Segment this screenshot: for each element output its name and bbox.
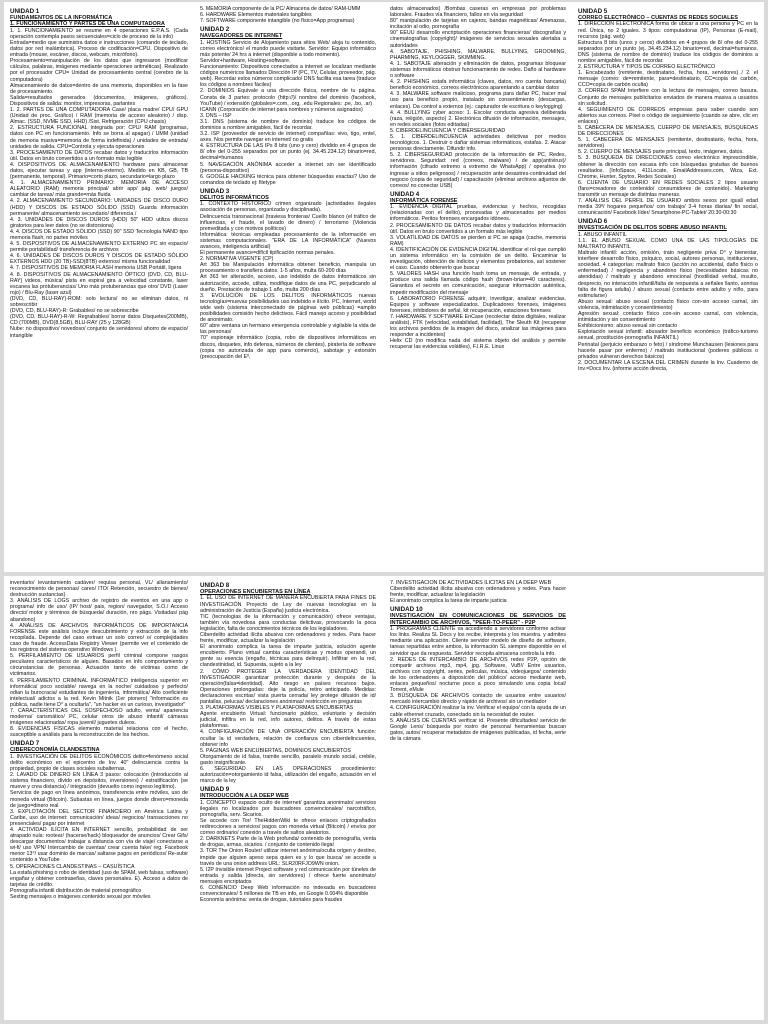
paragraph: 4. 7. DISPOSITIVOS DE MEMORIA FLASH memoria USB Portátil, ligera: [10, 265, 182, 272]
paragraph: 3. VOLATILIDAD DE DATOS se pierden si PC se apaga (cache, memoria RAM): [390, 234, 566, 247]
paragraph: 4. 3. UNIDADES DE DISCOS DUROS (HDD) 50" HDD utiliza discos giratorios para leer datos (no se distorsiona): [10, 216, 188, 229]
paragraph: Servidor+hardware, Hosting+software.: [200, 57, 291, 64]
section-title: INVESTIGACIÓN DE DELITOS SOBRE ABUSO INFANTIL: [578, 225, 727, 232]
paragraph: (DVD, CD, BLU-RAY)-ROM: solo lectura/ no se eliminan datos, ni sobrescribir: [10, 295, 188, 309]
paragraph: Perinatal (perjuicio embarazo o feto) / síndrome Munchausen (lesiones para hacerle pasar por enfermo) / maltrato institucional (poderes públicos o privados vulneran derechos básicos): [578, 341, 758, 360]
paragraph: 1. PROGRAMAS CLIENTE va accediendo a servidores conforme activar los links. Realiza SL Docs y los recibe, interpreta y los muestra. y admites mediante una aplicación. Cliente servidor modelo de diseño de software, tareas repartidas entre ambos, la información SL siempre disponible en el servidor que da respuesta. Servidor recopila almacena controla la info.: [390, 626, 566, 657]
paragraph: Ciberdelito actividad ilícita abusiva con ordenadores y redes. Para hacer frente, modificar, actualizar la legislación: [390, 586, 566, 599]
paragraph: Informática: técnicas empleadas procesamiento de la información en sistemas computacionales. "ERA DE LA INFORMÁTICA" (Nuevos avances, inteligencia artificial): [200, 231, 376, 250]
paragraph: Art 363 ter alteración, acceso, uso indebido de datos informáticos sin autorización, accede, utiliza, modifique datos de una PC, perjudicando al dueño. Prestación de trabajo 1 año, multa 200 días: [200, 274, 376, 293]
paragraph: Procesamiento=manipulación de los datos que ingresaron (modificar cálculos, palabras, imágenes mediante operaciones aritméticas). Realizado por el procesador CPU= Unidad de procesamiento central (cerebro de la computadora): [10, 58, 188, 83]
paragraph: 4. 4. BULLYING cyber acoso: 1. Escolar conducta agresiva deliberada (raza, religión, aspecto) 2. Electrónica difusión de información, mensajes, en redes sociales (fotos editadas): [390, 109, 566, 128]
paragraph: La estafa phishing o robo de identidad (uso de SPAM, web falsas, software) engañar y obtener contraseñas, claves personales. E). Acceso a datos de tarjetas de crédito.: [10, 869, 188, 888]
paragraph: Agresión sexual: contacto físico con-sin acceso carnal, con violencia, intimidación y sin consentimiento: [578, 311, 758, 324]
paragraph: Entrada=medio que suministra datos e instrucciones (comando de teclado, datos por red inalámbrica). Proceso de codificación=CPU. Dispositivo de entrada (mouse, escáner, discos, webcam, micrófono).: [10, 40, 188, 59]
section-title: INTRODUCCIÓN A LA DEEP WEB: [200, 793, 289, 800]
paragraph: Delincuencia transnacional (traviesa fronteras/ Cuello blanco (el tráfico de influencias, el fraude, el lavado de dinero) / terrorismo (Violencia premeditada y con motivos políticos): [200, 213, 376, 232]
paragraph: 4. ANÁLISIS DE ARCHIVOS INFORMÁTICOS DE IMPORTANCIA FORENSE este análisis incluye descubrimiento y extracción de la info recopilada. Depende del caso extraer un solo correo/ o/ complejidades caso de fraude. AccessData Registry Viewer (permite ver el contenido de los registros del sistema operativo Windows ).: [10, 622, 188, 654]
paragraph: 70" espionaje informático (copia, robo de dispositivos informáticos en discos, disquetes, info defensa, números de clientes), piratería de software (copia no autorizada de app para comercio), sabotaje y extorsión (preocupación del Eº,: [200, 335, 376, 360]
paragraph: 6. SEGURIDAD EN LAS OPERACIONES procedimiento: autorización=otorgamiento id falsa, utilización del engaño, actuación en el marco de la ley: [200, 766, 376, 785]
paragraph: 3. TOR The Onion Router/ utilizar internet anónima/oculta origen y destino, impide que alguien apeso sepa quien es y lo que busca/ se accede a través de una onion address URL: SLR20RFJO9WN onion.: [200, 848, 376, 867]
unit-heading: UNIDAD 9: [200, 786, 230, 794]
paragraph: 2. DOCUMENTAR LA ESCENA DEL CRIMEN durante la Inv. Cuaderno de Inv.=Docs Inv. (informe acción directa,: [578, 359, 758, 372]
paragraph: 1. 2. PARTES DE UNA COMPUTADORA Case/ placa madre/ CPU/ GPU (Unidad de proc. Gráfico) / RAM (memoria de acceso aleatorio) / disp. Almac. (SSD, NVME SSD, HHD) /Sist. Refrigeración (CPU chasis): [10, 107, 188, 126]
paragraph: Agente encubierto Virtual: funcionario público, voluntario y decisión judicial, infiltra en la red, info autores, delitos. A través de estas plataformas.: [200, 711, 376, 730]
paragraph: 2. DOMINIOS Equivale a una dirección física, nombre de tu página. Consta de 3 partes: protocolo (http://)/ nombre del dominio (facebook, YouTube) / extensión (globales=.com, .org, .edu Regionales: .pe, .bo, .ar): [200, 88, 376, 107]
paragraph: 3. PROCESAMIENTO DE DATOS recabar datos y traducirlos información útil. Datos en bruto convertidos a un formato más legible: [10, 149, 188, 162]
paragraph: 1. Encabezado (remitente, destinatario, fecha, hora, servidores) / 2. el mensaje (correo: de=remitente, para=destinatario, CC=copia de carbón, CCO=copia de carbón oculta): [578, 70, 758, 89]
paragraph: Art 363 bis Manipulación informática obtener beneficio, manipula un procesamiento o transfiera datos. 1-5 años, multa 60-200 días: [200, 262, 376, 275]
paragraph: 5. VALORES HASH una función hash toma un mensaje, de entrada, y produce una salida llamada código hash (brown-brian=40 caracteres). Garantiza el secreto en comunicación, asegurar información auténtica, impedir modificación del mensaje: [390, 271, 566, 296]
paragraph: 4. 6. UNIDADES DE DISCOS DUROS Y DISCOS DE ESTADO SÓLIDO EXTERNOS HDD (20 TB)-SSD(8TB) externos/ misma funcionalidad: [10, 253, 188, 266]
section-title: NAVEGADORES DE INTERNET: [200, 33, 283, 40]
paragraph: 5. MEMORIA componente de la PC/ Almacena de datos/ RAM-UMM: [200, 6, 361, 12]
paragraph: 3. PLATAFORMAS VISIBLES Y PLATAFORMAS ENCUBIERTAS: [200, 705, 354, 712]
paragraph: Almacenamiento de datos=dentro de una memoria, disponibles en la fase de procesamiento.: [10, 82, 188, 95]
unit-heading: UNIDAD 4: [390, 190, 420, 198]
paragraph: 3. BÚSQUEDA DE ARCHIVOS contacto de usuarios entre usuarios/ mercado intercambio directo y rápido de archivos/ sin un mediador: [390, 693, 566, 706]
paragraph: 6. HARDWARE Elementos materiales tangibles: [200, 12, 312, 19]
unit-heading: UNIDAD 8: [200, 582, 230, 589]
paragraph: Abuso sexual: abuso sexual (contacto físico con-sin acceso carnal, sin violencia, intimidación y consentimiento): [578, 298, 758, 311]
paragraph: Explotación sexual infantil: abusador beneficio económico (tráfico-turismo sexual, prostitución-pornografía INFANTIL): [578, 329, 758, 342]
paragraph: El anonimato complica la tarea de imparte justicia, solución agente encubierto. Plano virtual cambia características y modus operandi, un gente su esencia (engaño, técnicas para delinquir). Infiltrar en la red, clandestinidad, id. Supuesta, sujeto a la ley: [200, 644, 376, 669]
paragraph: 5. 1. CABECERA DE MENSAJES (remitente, destinatario, fecha, hora, servidores): [578, 137, 758, 150]
section-title: FUNDAMENTOS DE LA INFORMÁTICA: [10, 15, 113, 21]
paragraph: 4. 1. SABOTAJE alteración y eliminación de datos, programas bloquear sistemas informáticos obstruir funcionamiento de redes. Daño al hardware o software: [390, 60, 566, 80]
column-3: [390, 6, 566, 570]
paragraph: 1. CONTEXTO HISTÓRICO crimen organizado (actividades ilegales asociación de personas, organizada y disciplinada).: [200, 201, 376, 214]
paragraph: Servicios de pago en línea anónimos, transferencia entre móviles, uso de moneda virtual (Bitcoin). Subastas en línea, juegos donde dinero=moneda de juego=dinero real: [10, 790, 188, 809]
paragraph: 1. EL USO DE INTERNET DE MANERA ENCUBIERTA PARA FINES DE INVESTIGACIÓN Proyecto de Ley de nuevas tecnologías en la administración de Justicia (España) justicia electrónica.: [200, 595, 376, 614]
paragraph: 4. 3. MALWARE software malicioso, programa para dañar PC, hacer mal uso para beneficio propio, instalado sin consentimiento (descargas, enlaces). Da control a externos (ej.: capturador de escritura o keylogging): [390, 91, 566, 110]
paragraph: TIC (tecnologías de la información y comunicación) ofrece ventajas, también vía novedosa para conductas delictivas, provocando la poca legislación, falta de conocimientos técnicos de los legisladores.: [200, 613, 376, 632]
paragraph: Maltrato infantil: acción, omisión, trato negligente priva D° y bienestar, interfiere desarrollo físico, psíquico, social, autores personas, instituciones, sociedad. 4 categorías: maltrato físico (acción no accidental, daño físico o enfermedad) / negligencia y abandono físico (necesidades básicas no atendidas) / maltrato y abandono emocional (hostilidad verbal, insulto, desprecio, no interacción infantil/falta de respuesta a señales llanto, sonrisa falta de figura adulta) / abuso sexual (contacto entre adulto y niño, para estimularse): [578, 250, 758, 299]
paragraph: 90" EEUU desarrollo encriptación operaciones financieras/ discografías y cinematografías (copyright)/ imágenes de servicios sexuales alertaba a autoridades: [390, 30, 566, 49]
paragraph: 3.1. DNS (sistema de nombre de dominio) traduce los códigos de dominios a nombre amigables, fácil de recordar.: [200, 118, 376, 131]
paragraph: Ciberdelito actividad ilícita abusiva con ordenadores y redes. Para hacer frente, modificar, actualizar la legislación: [200, 631, 376, 645]
paragraph: 8. EVIDENCIAS FÍSICAS elemento material relaciona con el hecho, susceptible a análisis para la reconstrucción de los hechos.: [10, 726, 188, 739]
paragraph: 4. CONFIGURACIÓN DE UNA OPERACIÓN ENCUBIERTA función: ocultar la id verdadera, relación de confianza con ciberdelincuentes, obtener info: [200, 729, 376, 748]
section-title: 1. FUNCIONAMIENTO Y PARTES DE UNA COMPUTADORA: [10, 21, 165, 28]
paragraph: 6. CONENCIO Deep Web información no indexada en buscadores convencionales/ 5 millones de TB en info, en Google 0.004% disponible: [200, 885, 376, 898]
paragraph: El anonimato complica la tarea de imparte justicia: [390, 598, 507, 605]
paragraph: Helix CD (no modifica nada del sistema objeto del análisis y permite recuperar las evidencias volátiles), F.I.R.E. Linux: [390, 338, 566, 351]
section-title: INVESTIGACIÓN EN COMUNICACIONES DE SERVICIOS DE INTERCAMBIO DE ARCHIVOS, "PEER-TO-PEER" - P2P: [390, 613, 566, 626]
column-2: [200, 580, 376, 1018]
paragraph: 80" manipulación de tarjetas en cajeros, bandas magnéticas/ Amenazas, incitación al odio, pornografía: [390, 18, 566, 31]
paragraph: 2. ESTRUCTURA FUNCIONAL integrada por: CPU/ RAM (programas, datos con PC en funcionamiento. Info se borra al apagar) / UMM (unidad de memoria masiva=memoria de forma indefinida) / unidades de entrada/ unidades de salida. CPU=Controla y ejecuta operaciones: [10, 125, 188, 150]
paragraph: 3. ANÁLISIS DE LOGS archivo de registro de eventos en una app o programa/ info de uso/ (IP/ host/ pais, region/ navegador, S.O./ Acceso directo/ motor y términos de búsqueda/ duración, nro págs. Visitadas/ pág abandono): [10, 598, 188, 623]
paragraph: (DVD, CD, BLU-RAY)-R-W: Regrabables/ borrar datos Disquetes(200MB), CD (700MB), DVD(8,5GB), BLU-RAY (25 y 128GB): [10, 314, 188, 327]
paragraph: 6. CUENTA DE USUARIO EN REDES SOCIALES 2 tipos usuario (fans=creadores de contenido/ consumidores de contenido). Marketing transmitir un mensaje de distintas maneras.: [578, 179, 758, 199]
paragraph: 4. 5. DISPOSITIVOS DE ALMACENAMIENTO EXTERNO PC sin espacio/ permite portabilidad/ transferencia de archivos: [10, 241, 188, 254]
paragraph: 3. EXPLOTACIÓN DEL SECTOR FINANCIERO en América Latina y Caribe, uso de internet: comunicación/ ideas/ negocios/ transacciones no presenciales/ pagar por internet: [10, 808, 188, 827]
paragraph: 1. EVIDENCIA DIGITAL pruebas, evidencias y hechos, recogidas (relacionadas con el delito), procesadas y almacenados por medios informáticos. Peritos forenses encargados idóneos.: [390, 204, 566, 223]
section-title: OPERACIONES ENCUBIERTAS EN LÍNEA: [200, 589, 311, 595]
section-title: INFORMÁTICA FORENSE: [390, 197, 458, 204]
section-title: DELITOS INFORMÁTICOS: [200, 194, 269, 201]
paragraph: 2. NORMATIVA VIGENTE (CP): [200, 256, 274, 263]
paragraph: El permanente avance=difícil tipificación normas penales.: [200, 250, 335, 257]
unit-heading: UNIDAD 5: [578, 8, 608, 15]
paragraph: 2. PROCESAMIENTO DE DATOS recabar datos y traducirlos información útil. Datos en bruto convertidos a un formato más legible: [390, 222, 566, 235]
paragraph: 5. I2P Invisible internet Project software y red comunicación por túneles de entrada y salida (directa, sin servidores) / ofrece fuerte anonimato/ mensajes encriptados: [200, 866, 376, 885]
paragraph: inventario/ levantamiento cadáver/ requisa personal, VL/ allanamiento/ reconocimiento de personas/ careo/ ITO/ Retención, secuestro de bienes/ destrucción sustancias): [10, 580, 188, 599]
paragraph: 5. PERFILAMIENTO DE USUARIOS perfil criminal compone rasgos peculiares característicos de alguien. Basados en info comportamiento y circunstancias de personas. Actuación tanto de víctimas como de victimarios.: [10, 653, 188, 678]
paragraph: 4. ESTRUCTURA DE LAS IPs 8 bits (uno y cero) dividido en 4 grupos de 8/ ofre del 0-255 separados por un punto (ej. 34.45.234.12) binario=red, decimal=humanos: [200, 143, 376, 162]
unit-heading: UNIDAD 7: [10, 740, 40, 748]
section-title: CORREO ELECTRÓNICO – CUENTAS DE REDES SOCIALES: [578, 15, 738, 21]
paragraph: Funcionamiento: Dispositivos conectados a internet se localizan mediante códigos numéricos llamados Dirección IP (PC, TV, Celular, proveedor, pág. web). Recordar estos números complicado/ DNS facilita esa tarea (traduce los códigos a nombres fáciles): [200, 64, 376, 89]
paragraph: 3. EVOLUCIÓN DE LOS DELITOS INFORMÁTICOS nuevas tecnologías=nuevas posibilidades uso indebido e ilícito. PC, Internet, world wide web (sistema interconectado de páginas web públicas) =amplio posibilidades comisión hecho delictivos. Fácil manejo acceso y posibilidad de anonimato.: [200, 292, 376, 324]
paragraph: 4. 1. ALMACENAMIENTO PRIMARIO: MEMORIA DE ACCESO ALEATORIO (RAM) memoria principal/ abrir app/ pág. web/ juegos/ cambiar de tareas/ más grande=más fluida: [10, 180, 188, 199]
paragraph: 6. LABORATORIO FORENSE adquirir, investigar, analizar evidencias. Equipos y software especializados. Duplicadores forenses, imágenes forenses, inhibidores de señal, kit recuperación, estaciones forenses: [390, 295, 566, 314]
column-2: [200, 6, 376, 570]
paragraph: 7. ANÁLISIS DEL PERFIL DE USUARIO ambos sexos por igual/ edad media 39º/ hogares pequeños/ con trabajo/ 3-4 horas diarias/ fin social, comunicación/ Facebook líder/ Smartphone-PC-Tablet/ 20:30-00:30: [578, 198, 758, 217]
paragraph: 3.2. ISP (proveedor de servicio de internet) compañías: vivo, tigo, entel, axes. Nos permite navegar en internet/ no gratis: [200, 131, 376, 144]
unit-heading: UNIDAD 2: [200, 26, 230, 34]
paragraph: 7. SOFTWARE componente intangible (no físico=App programas): [200, 18, 355, 25]
paragraph: 7. HARDWARE Y SOFTWARE EnCase (recolectar datos digitales, realizar análisis), FTK (velocidad, estabilidad, facilidad), The Sleuth Kit (recuperar los archivos perdidos de la imagen del disco, analizar las imágenes para responder a incidentes): [390, 313, 566, 339]
paragraph: Sexting mensajes o imágenes contenido sexual por móviles: [10, 894, 151, 900]
paragraph: 5. CABECERA DE MENSAJES, CUERPO DE MENSAJES, BÚSQUEDAS DE DIRECCIONES: [578, 125, 758, 138]
notes-sheet-bottom: [4, 576, 764, 1020]
paragraph: Nube: no dispositivo/ novedoso/ conjunto de servidores/ ahorro de espacio/ intangible: [10, 326, 188, 339]
paragraph: 1. CONCEPTO espacio oculto de internet/ garantiza anonimato/ servicios ilegales no localizados por buscadores convencionales/ narcotráfico, pornografía, serv. Sicarios.: [200, 799, 376, 818]
paragraph: (DVD, CD, BLU-RAY)-R: Grabables/ no se sobrescribe: [10, 308, 139, 315]
paragraph: 4. ACTIVIDAD ILÍCITA EN INTERNET sencillo, probabilidad de ser atrapado nula: rootear/ (hacerse/hack) bloqueador de anuncios/ Crear Gifs/ descargar documentos/ trabajar a distancia con vía de viaje/ conectarse a wi-fi/ uso VPN/ Intercambio de cuentas/ crear cuenta fake/ reg. Facebook menor 13°/ usar dominio de marcas/ saltarse pagos en periódicos/ Re-subir contenido a YouTube: [10, 826, 188, 864]
column-1: [10, 580, 188, 1018]
paragraph: 4. 8. DISPOSITIVOS DE ALMACENAMIENTO ÓPTICO (DVD, CD, BLU-RAY) videos, música/ pista en espiral gira a velocidad constante, laser escanea las protuberancias/ Uno más protuberancias que otro/ DVD (Laser rojo) / Blu-Ray (laser azul): [10, 271, 188, 296]
paragraph: 4. DISPOSITIVOS DE ALMACENAMIENTO hardware para almacenar datos, ejecutar tareas y app (interna-externo). Medido en KB, GB, TB (permanente, temporal). Primario=corto plazo, secundario=largo plazo: [10, 161, 188, 181]
column-4: [578, 6, 758, 570]
paragraph: 5. NAVEGACIÓN ANÓNIMA acceder a internet sin ser identificado (persona-dispositivo): [200, 161, 376, 174]
paragraph: 7. CARACTERÍSTICAS DEL SOSPECHOSO adulto, venta/ apariencia moderna/ carismático/ PC, celular otros de abuso infantil/ cámaras imágenes relacionadas/ ropa juvenil/ juguetes duleos.: [10, 707, 188, 727]
paragraph: Otorgamiento de id falsa, tramite sencillo, paralelo mundo social, crebile, gasto insignificante.: [200, 753, 376, 766]
paragraph: 5. OPERACIONES CLANDESTINAS – CASUÍSTICA: [10, 863, 135, 870]
paragraph: 1. 1. FUNCIONAMIENTO se resume en 4 operaciones E.P.A.S. (Cada operación contempla pasos secuenciales=ciclo de proceso de la info): [10, 27, 188, 40]
paragraph: datos almacenados) /Bombas caseras en empresas por problemas laborales. Fraudes vía financiero, fallos en vía seguridad: [390, 6, 566, 19]
paragraph: 1. INVESTIGACIÓN DE DELITOS ECONÓMICOS delito=fenómeno social delito económico en el epicentro de Inv. 40" delincuencia contra la propiedad, propio de clases sociales subalternas.: [10, 753, 188, 773]
paragraph: 4. 2. PHISHING estafa informática (claves, datos, nro cuenta bancaria) beneficio económico, correos electrónicos aparentando a cambiar datos: [390, 79, 566, 92]
paragraph: 2. DARKNETS Parte de la Web profunda/ contenido de pornografía, venta de drogas, armas, sicarios. / conjunto de contenido ilegal: [200, 836, 376, 849]
paragraph: 2. LAVADO DE DINERO EN LÍNEA 3 pasos: colocación (introducción al sistema financiero, divido en depósitos, inversiones) / estratificación (se mueve y crea distancia) / integración (devuelto como ingreso legítimo).: [10, 772, 188, 791]
paragraph: Exhibicionismo: abuso sexual sin contacto: [578, 323, 678, 330]
paragraph: 1. DIRECCIÓN ELECTRÓNICA forma de ubicar a una persona y PC en la red. Única, no 2 iguales. 3 tipos: computadoras (IP), Personas (E-mail), recursos (pág. web): [578, 21, 758, 40]
unit-heading: UNIDAD 6: [578, 218, 608, 226]
paragraph: 4. 2. ALMACENAMIENTO SECUNDARIO: UNIDADES DE DISCO DURO (HDD) Y DISCOS DE ESTADO SÓLIDO (SSD) Guarda información permanente/ almacenamiento secundario/ diferencia /: [10, 198, 188, 217]
paragraph: 5. 2. CUERPO DE MENSAJES parte principal, texto, imágenes, datos.: [578, 149, 744, 156]
paragraph: 6. GOOGLE HACKING técnica para obtener búsquedas exactas? Uso de comandos de teclado ej: filetype: [200, 173, 376, 186]
paragraph: 5. CIBERDELINCUENCIA Y CIBERSEGURIDAD: [390, 127, 506, 134]
section-title: CIBERECONOMÍA CLANDESTINA: [10, 747, 100, 754]
paragraph: 2. REDES DE INTERCAMBIO DE ARCHIVOS redes P2P, opción de compartir archivos mp3, mp4, jpg. Software, VuB!/ Entre usuarios, archivos con copyright, series, películas, música, videojuegos/ contenido de los ordenadores a disposición del público/ acceso mediante web, enlaces pequeños/ nocturne poco a poco simulando una copia local/ Torrent, eMule: [390, 656, 566, 694]
paragraph: Se accede con Tor/ TheHiddenWiki te ofrece enlaces criptografiados redirecciones a servicios/ pagos con moneda virtual (Bitcoin) / envíos por correo ordinario/ conexión a través de saltos aleatorios.: [200, 818, 376, 837]
column-3: [390, 580, 566, 1018]
paragraph: 7. INVESTIGACIÓN DE ACTIVIDADES ILÍCITAS EN LA DEEP WEB: [390, 580, 552, 586]
paragraph: 4. SABOTAJE, PHISHING, MALWARE, BULLYING, GROOMING, PHARMING, KEYLOGGER, SKIMMING.: [390, 48, 566, 61]
paragraph: 5. 3. BÚSQUEDA DE DIRECCIONES correo electrónico imprescindible, obtener la dirección con escasa info con búsquedas gratuitas de buenos resultados. (InfoSpace, 411Locate, EmailAddresses.com, Wiza, Ext. Chrome, Hunter, Spytox, Redes Sociales): [578, 155, 758, 180]
paragraph: 4. SEGUIMIENTO DE CORREOS empresas para saber cuando son abiertos sus correos. Pixel o código de seguimiento (cuando se abre, clic en enlaces): [578, 106, 758, 125]
paragraph: 4. CONFIGURACIÓN realizar la inv. Verificar el equipo/ con la ayuda de un cable ethernet cruzado, conectado sin la necesidad de router.: [390, 705, 566, 718]
column-1: [10, 6, 188, 570]
paragraph: 5. 1. CIBERDELINCUENCIA actividades delictivas por medios tecnológicos. 1. Destruir o dañar sistemas informáticos, estafas. 2. Atacar personas directamente. Difundir info.: [390, 133, 566, 153]
paragraph: Estructura 8 bits (unos y ceros) divididos en 4 grupos de 8/ ofre del 0-255 separados por un punto (ej. 34.45.234.12) binario=red, decimal=humanos. DNS (sistema de nombre de dominio) traduce los códigos de dominios a nombre amigables, fácil de recordar.: [578, 39, 758, 64]
unit-heading: UNIDAD 10: [390, 606, 423, 614]
paragraph: 3. CORREO SPAM Interfiere con la lectura de mensajes, correo basura. Conjunto de mensajes publicitarios enviados de manera masiva a usuarios sin solicitud.: [578, 88, 758, 107]
paragraph: 1. HOSTING Servicio de Alojamiento para sitios Web/ aloja tu contenido, correo electrónico/ el mundo puede visitarte. Servidor: Equipo informático más potente/ 24 hrs a internet (disponible a todo momento).: [200, 39, 376, 58]
paragraph: 1.1. EL ABUSO SEXUAL COMO UNA DE LAS TIPOLOGÍAS DE MALTRATO INFANTIL: [578, 237, 758, 250]
paragraph: 2. ESTRUCTURA Y TIPOS DE CORREO ELECTRÓNICO: [578, 64, 716, 71]
paragraph: 5. ANÁLISIS DE CUENTAS verificar id. Presente dificultades/ servicio de Google Lens/ búsqueda por rostro de persona/ herramientas buscan gatos, autos/ recuperar metadatos de imágenes publicadas, id fecha, serie de la cámara: [390, 717, 566, 742]
paragraph: Pornografía infantil distribución de material pornográfico: [10, 887, 142, 894]
paragraph: ICANN (Corporación de internet para nombres y números asignados): [200, 106, 363, 113]
paragraph: 1. ABUSO INFANTIL: [578, 231, 627, 238]
unit-heading: UNIDAD 1: [10, 8, 40, 15]
paragraph: 3. DNS – ISP: [200, 112, 232, 119]
paragraph: 5. PÁGINAS WEB ENCUBIERTAS, DOMINIOS ENCUBIERTOS: [200, 747, 351, 754]
paragraph: 4. IDENTIFICACIÓN DE EVIDENCIA DIGITAL identificar el rol que cumplió un sistema informático en la comisión de un delito. Encaminar la investigación, obtención de indicios y elementos probatorios, así sostener el caso. Cuando obtenerlo que buscar: [390, 246, 566, 272]
notes-sheet-top: [4, 2, 764, 572]
paragraph: 2. CÓMO PROTEGER LA VERDADERA IDENTIDAD DEL INVESTIGADOR garantizar protección durante y después de la operación(falsa=identidad). Alto riesgo en países recursos bajos. Operaciones prolongadas: deje la policía, retiro anticipado. Medidas: declaraciones escritas/ vista puerta cerrada/ ley protege difusión de id/ pantallas, pelucas/ declaraciones anónimas/ restricción en preguntas: [200, 668, 376, 705]
paragraph: 4. 4. DISCOS DE ESTADO SÓLIDO (SSD) 90" SSD Tecnología NAND tipo memoria flash, no partes móviles: [10, 228, 188, 241]
paragraph: 60" abre ventana un hermano emergencia controlable y vigilable la vida de las personas/: [200, 323, 376, 336]
paragraph: Economía anónima: venta de drogas, tutoriales para fraudes: [200, 897, 343, 904]
unit-heading: UNIDAD 3: [200, 187, 230, 195]
paragraph: Salida=resultados generados (documentos, imágenes, gráficos). Dispositivos de salida: monitor, impresoras, parlantes: [10, 94, 188, 107]
paragraph: 5. 2. CIBERSEGURIDAD protección de la información de PC, Redes, servidores. Seguridad: red (correos, malware) / de app(antivirus)/ información (cifrado extremo a extremo de WhatsApp) / operativa (no ingresar a sitios peligrosos) / recuperación ante desastres-continuidad del negocio (copia de seguridad) / capacitación (eliminar archivos adjuntos de correos/ no conectar USB): [390, 152, 566, 189]
paragraph: 6. PERFILAMIENTO CRIMINAL INFORMÁTICO inteligencia superior en informática/ poco sociable/ navega en la noche/ cuidadoso y perfecto/ odian la burocracia/ estudiantes de ingeniería, informática/ Alto coeficiente intelectual/ adictos a la red. Kevin Mitnik (1er pionero) "información es pública, nadie tiene D° a ocultarla", "un hacker es un curioso, investigador": [10, 677, 188, 708]
